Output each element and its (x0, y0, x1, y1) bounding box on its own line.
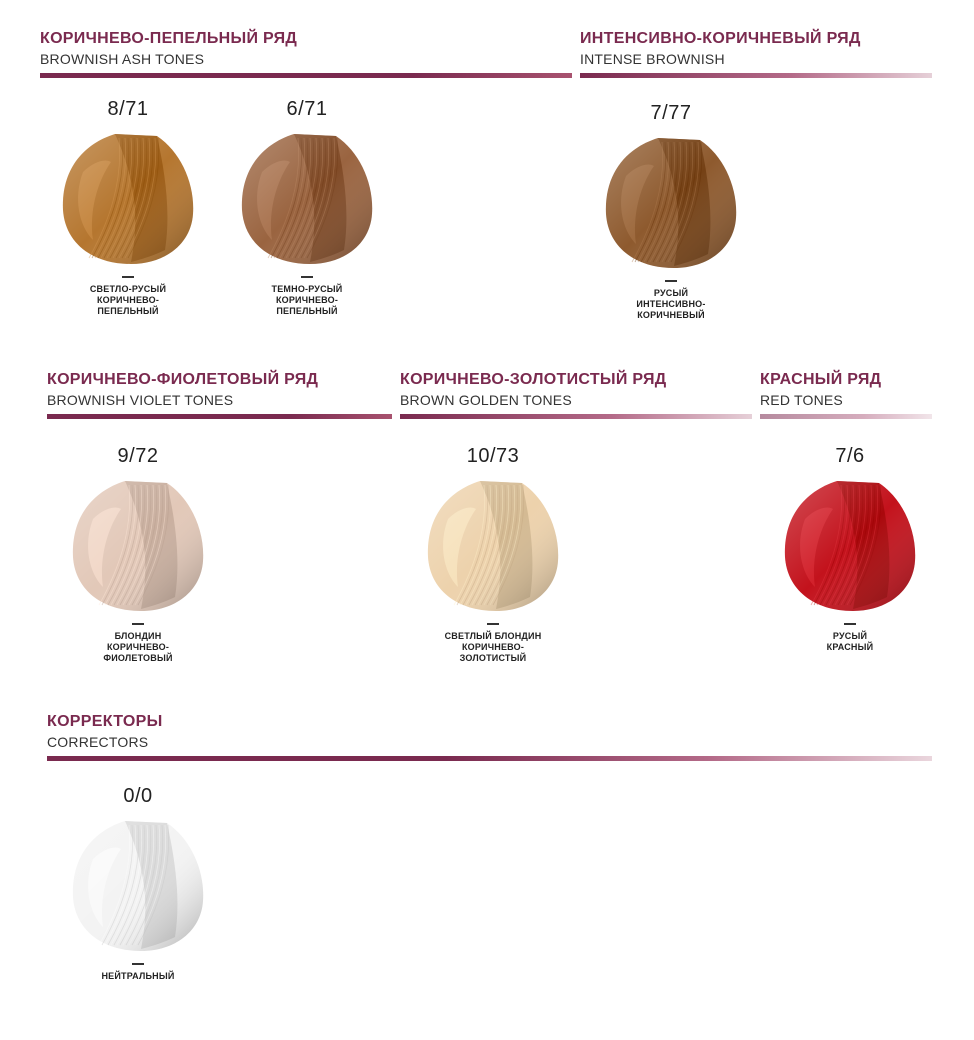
section-divider (580, 73, 932, 78)
hair-swatch-image (63, 809, 213, 959)
swatch-dash (132, 963, 144, 965)
swatch-dash (844, 623, 856, 625)
swatch-name-line: ЗОЛОТИСТЫЙ (459, 653, 527, 663)
hair-swatch-image (53, 122, 203, 272)
section-intense-brownish (580, 30, 932, 78)
hair-swatch-image (596, 126, 746, 276)
swatch-name-line: РУСЫЙ (832, 631, 868, 641)
section-divider (40, 73, 572, 78)
swatch-name-line: КОРИЧНЕВЫЙ (637, 310, 705, 320)
section-brown-golden (400, 371, 752, 419)
swatch-0-0 (63, 785, 213, 982)
section-divider (400, 414, 752, 419)
swatch-code: 7/6 (835, 445, 865, 467)
swatch-code: 7/77 (650, 102, 692, 124)
swatch-code: 9/72 (117, 445, 159, 467)
section-subtitle: RED TONES (760, 392, 843, 408)
section-title: ИНТЕНСИВНО-КОРИЧНЕВЫЙ РЯД (580, 30, 861, 47)
swatch-7-77 (596, 102, 746, 321)
section-divider (47, 756, 932, 761)
hair-swatch-shading (428, 481, 558, 611)
hair-swatch-image (775, 469, 925, 619)
section-divider (760, 414, 932, 419)
hair-swatch-image (232, 122, 382, 272)
section-divider (47, 414, 392, 419)
swatch-name (53, 284, 203, 317)
swatch-8-71 (53, 98, 203, 317)
swatch-name (418, 631, 568, 664)
hair-swatch-shading (242, 134, 372, 264)
swatch-10-73 (418, 445, 568, 664)
swatch-name-line: НЕЙТРАЛЬНЫЙ (101, 971, 175, 981)
swatch-dash (301, 276, 313, 278)
section-brownish-ash (40, 30, 572, 78)
hair-swatch-shading (73, 481, 203, 611)
swatch-name-line: СВЕТЛО-РУСЫЙ (89, 284, 167, 294)
swatch-name-line: КОРИЧНЕВО- (275, 295, 339, 305)
section-title: КОРИЧНЕВО-ФИОЛЕТОВЫЙ РЯД (47, 371, 319, 388)
swatch-name-line: ФИОЛЕТОВЫЙ (103, 653, 173, 663)
swatch-code: 0/0 (123, 785, 153, 807)
swatch-dash (132, 623, 144, 625)
section-subtitle: CORRECTORS (47, 734, 149, 750)
swatch-name-line: ПЕПЕЛЬНЫЙ (97, 306, 159, 316)
hair-swatch-shading (606, 138, 736, 268)
swatch-code: 6/71 (286, 98, 328, 120)
section-subtitle: BROWNISH ASH TONES (40, 51, 205, 67)
section-subtitle: INTENSE BROWNISH (580, 51, 725, 67)
swatch-name (232, 284, 382, 317)
section-title: КОРИЧНЕВО-ЗОЛОТИСТЫЙ РЯД (400, 371, 667, 388)
section-subtitle: BROWNISH VIOLET TONES (47, 392, 234, 408)
swatch-name (63, 631, 213, 664)
hair-swatch-image (418, 469, 568, 619)
swatch-name-line: ТЕМНО-РУСЫЙ (271, 284, 343, 294)
section-subtitle: BROWN GOLDEN TONES (400, 392, 572, 408)
section-brownish-violet (47, 371, 392, 419)
swatch-code: 10/73 (466, 445, 520, 467)
section-correctors (47, 713, 932, 761)
swatch-code: 8/71 (107, 98, 149, 120)
swatch-name-line: КОРИЧНЕВО- (461, 642, 525, 652)
swatch-name (596, 288, 746, 321)
section-title: КОРИЧНЕВО-ПЕПЕЛЬНЫЙ РЯД (40, 30, 298, 47)
hair-swatch-image (63, 469, 213, 619)
section-red (760, 371, 932, 419)
swatch-name-line: КОРИЧНЕВО- (96, 295, 160, 305)
swatch-name-line: РУСЫЙ (653, 288, 689, 298)
hair-swatch-shading (63, 134, 193, 264)
hair-swatch-shading (785, 481, 915, 611)
section-title: КОРРЕКТОРЫ (47, 713, 163, 730)
swatch-name-line: ПЕПЕЛЬНЫЙ (276, 306, 338, 316)
section-title: КРАСНЫЙ РЯД (760, 371, 882, 388)
hair-swatch-shading (73, 821, 203, 951)
swatch-name-line: БЛОНДИН (114, 631, 162, 641)
swatch-6-71 (232, 98, 382, 317)
swatch-9-72 (63, 445, 213, 664)
swatch-name-line: КОРИЧНЕВО- (106, 642, 170, 652)
swatch-dash (487, 623, 499, 625)
swatch-name-line: ИНТЕНСИВНО- (636, 299, 706, 309)
swatch-name (63, 971, 213, 982)
swatch-7-6 (775, 445, 925, 653)
swatch-name (775, 631, 925, 653)
swatch-name-line: КРАСНЫЙ (826, 642, 874, 652)
swatch-dash (122, 276, 134, 278)
swatch-dash (665, 280, 677, 282)
swatch-name-line: СВЕТЛЫЙ БЛОНДИН (444, 631, 542, 641)
